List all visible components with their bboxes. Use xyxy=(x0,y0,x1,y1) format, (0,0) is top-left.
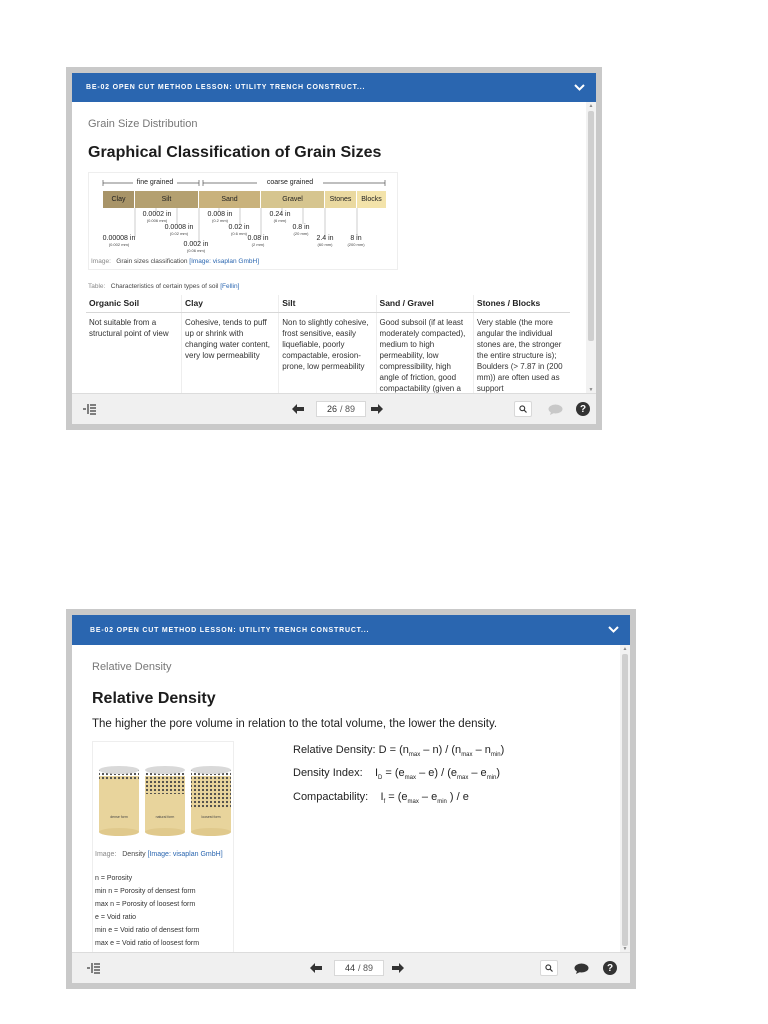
size-0-0008: 0.0008 in (0.02 mm) xyxy=(164,224,194,236)
size-8: 8 in (200 mm) xyxy=(347,235,365,247)
next-page-arrow-icon[interactable] xyxy=(390,960,406,976)
prev-page-arrow-icon[interactable] xyxy=(290,401,306,417)
cell-sand-gravel: Good subsoil (if at least moderately compacted), medium to high permeability, low compressibility, high angle of friction, good compactability (given a xyxy=(376,313,473,410)
bar-gravel: Gravel xyxy=(261,191,325,208)
top-header-title: BE-02 OPEN CUT METHOD LESSON: UTILITY TRENCH CONSTRUCT... xyxy=(86,84,366,91)
next-page-arrow-icon[interactable] xyxy=(369,401,385,417)
density-cylinders-image xyxy=(93,756,233,852)
legend-item: max n = Porosity of loosest form xyxy=(95,901,196,908)
collapse-chevron-icon[interactable] xyxy=(571,79,588,96)
table-header-row xyxy=(86,295,570,313)
top-lesson-window xyxy=(66,67,602,430)
bottom-lesson-window xyxy=(66,609,636,989)
diagram-caption: Image: Grain sizes classification [Image: visaplan GmbH] xyxy=(91,258,260,265)
search-button[interactable] xyxy=(514,401,532,417)
cell-silt: Non to slightly cohesive, frost sensitive, easily liquefiable, poorly compactable, erosion-prone, low permeability xyxy=(279,313,376,410)
table-credit-link[interactable]: [Fellin] xyxy=(220,283,240,290)
col-sand-gravel: Sand / Gravel xyxy=(376,295,473,313)
size-0-008: 0.008 in (0.2 mm) xyxy=(207,211,233,223)
comment-icon[interactable] xyxy=(572,960,590,976)
tick-lines xyxy=(89,173,397,269)
soil-table xyxy=(86,295,570,409)
col-clay: Clay xyxy=(182,295,279,313)
bar-stones: Stones xyxy=(325,191,357,208)
current-page[interactable]: 26 xyxy=(326,404,337,414)
vertical-scrollbar[interactable]: ▲ ▼ xyxy=(586,102,596,394)
page-title: Relative Density xyxy=(92,690,216,707)
coarse-grained-label: coarse grained xyxy=(266,179,314,186)
size-0-02: 0.02 in (0.6 mm) xyxy=(228,224,250,236)
bar-silt: Silt xyxy=(135,191,199,208)
fine-grained-label: fine grained xyxy=(136,179,174,186)
size-0-00008: 0.00008 in (0.002 mm) xyxy=(102,235,136,247)
bottom-content xyxy=(72,645,620,953)
collapse-chevron-icon[interactable] xyxy=(605,621,622,638)
bottom-footer xyxy=(72,952,630,983)
density-legend xyxy=(95,872,199,950)
size-2-4: 2.4 in (60 mm) xyxy=(316,235,334,247)
scrollbar-thumb[interactable] xyxy=(588,111,594,341)
help-icon[interactable]: ? xyxy=(576,402,590,416)
size-0-8: 0.8 in (20 mm) xyxy=(292,224,310,236)
legend-item: n = Porosity xyxy=(95,875,133,882)
search-button[interactable] xyxy=(540,960,558,976)
intro-text: The higher the pore volume in relation to the total volume, the lower the density. xyxy=(92,718,498,730)
outline-toggle-icon[interactable] xyxy=(82,401,98,417)
bar-blocks: Blocks xyxy=(357,191,387,208)
search-icon xyxy=(545,964,553,972)
cylinder-label-2: natural form xyxy=(155,815,175,819)
page-indicator[interactable] xyxy=(334,960,384,976)
image-caption: Image: Density [Image: visaplan GmbH] xyxy=(95,851,223,858)
size-0-0002: 0.0002 in (0.006 mm) xyxy=(142,211,172,223)
cell-clay: Cohesive, tends to puff up or shrink with changing water content, very low permeability xyxy=(182,313,279,410)
formula-compactability: Compactability: $I_f = (e_{max} - e_{min}$ ) / e xyxy=(293,791,469,806)
grain-size-diagram xyxy=(88,172,398,270)
legend-item: min e = Void ratio of densest form xyxy=(95,927,200,934)
top-content xyxy=(72,102,586,394)
bottom-header-title: BE-02 OPEN CUT METHOD LESSON: UTILITY TRENCH CONSTRUCT... xyxy=(90,626,370,634)
outline-toggle-icon[interactable] xyxy=(86,960,102,976)
formula-density-index: Density Index: $I_D = (e_{max} - e) / (e_{max} - e_{min})$ xyxy=(293,767,501,782)
cylinder-label-3: loosest form xyxy=(201,815,221,819)
prev-page-arrow-icon[interactable] xyxy=(308,960,324,976)
vertical-scrollbar[interactable]: ▲ ▼ xyxy=(620,645,630,953)
cell-stones-blocks: Very stable (the more angular the individual stones are, the stronger the entire structure is); Boulders (> 7.87 in (200 mm)) are often used as support xyxy=(476,318,563,393)
page-title: Graphical Classification of Grain Sizes xyxy=(88,144,382,161)
breadcrumb: Grain Size Distribution xyxy=(88,118,198,130)
size-0-24: 0.24 in (6 mm) xyxy=(269,211,291,223)
legend-item: max e = Void ratio of loosest form xyxy=(95,940,200,947)
legend-item: min n = Porosity of densest form xyxy=(95,888,196,895)
bar-sand: Sand xyxy=(199,191,261,208)
cell-organic-soil: Not suitable from a structural point of view xyxy=(86,313,182,410)
scrollbar-thumb[interactable] xyxy=(622,654,628,946)
total-pages: / 89 xyxy=(340,404,356,414)
top-footer xyxy=(72,393,596,424)
search-icon xyxy=(519,405,527,413)
col-silt: Silt xyxy=(279,295,376,313)
size-0-08: 0.08 in (2 mm) xyxy=(247,235,269,247)
help-icon[interactable]: ? xyxy=(603,961,617,975)
size-0-002: 0.002 in (0.06 mm) xyxy=(183,241,209,253)
comment-icon[interactable] xyxy=(546,401,564,417)
table-caption: Table: Characteristics of certain types of soil [Fellin] xyxy=(88,283,240,290)
total-pages: / 89 xyxy=(358,963,374,973)
image-credit-link[interactable]: [Image: visaplan GmbH] xyxy=(189,258,260,265)
page-indicator[interactable] xyxy=(316,401,366,417)
legend-item: e = Void ratio xyxy=(95,914,137,921)
image-credit-link[interactable]: [Image: visaplan GmbH] xyxy=(147,851,223,858)
density-image-card xyxy=(92,741,234,955)
col-stones-blocks: Stones / Blocks xyxy=(473,295,570,313)
formula-relative-density: Relative Density: $D = (n_{max} - n) / (n_{max} - n_{min})$ xyxy=(293,744,505,759)
top-header-bar xyxy=(72,73,596,102)
current-page[interactable]: 44 xyxy=(344,963,355,973)
bar-clay: Clay xyxy=(103,191,135,208)
bottom-header-bar xyxy=(72,615,630,645)
breadcrumb: Relative Density xyxy=(92,661,172,673)
cylinder-label-1: dense form xyxy=(110,815,128,819)
col-organic-soil: Organic Soil xyxy=(86,295,182,313)
